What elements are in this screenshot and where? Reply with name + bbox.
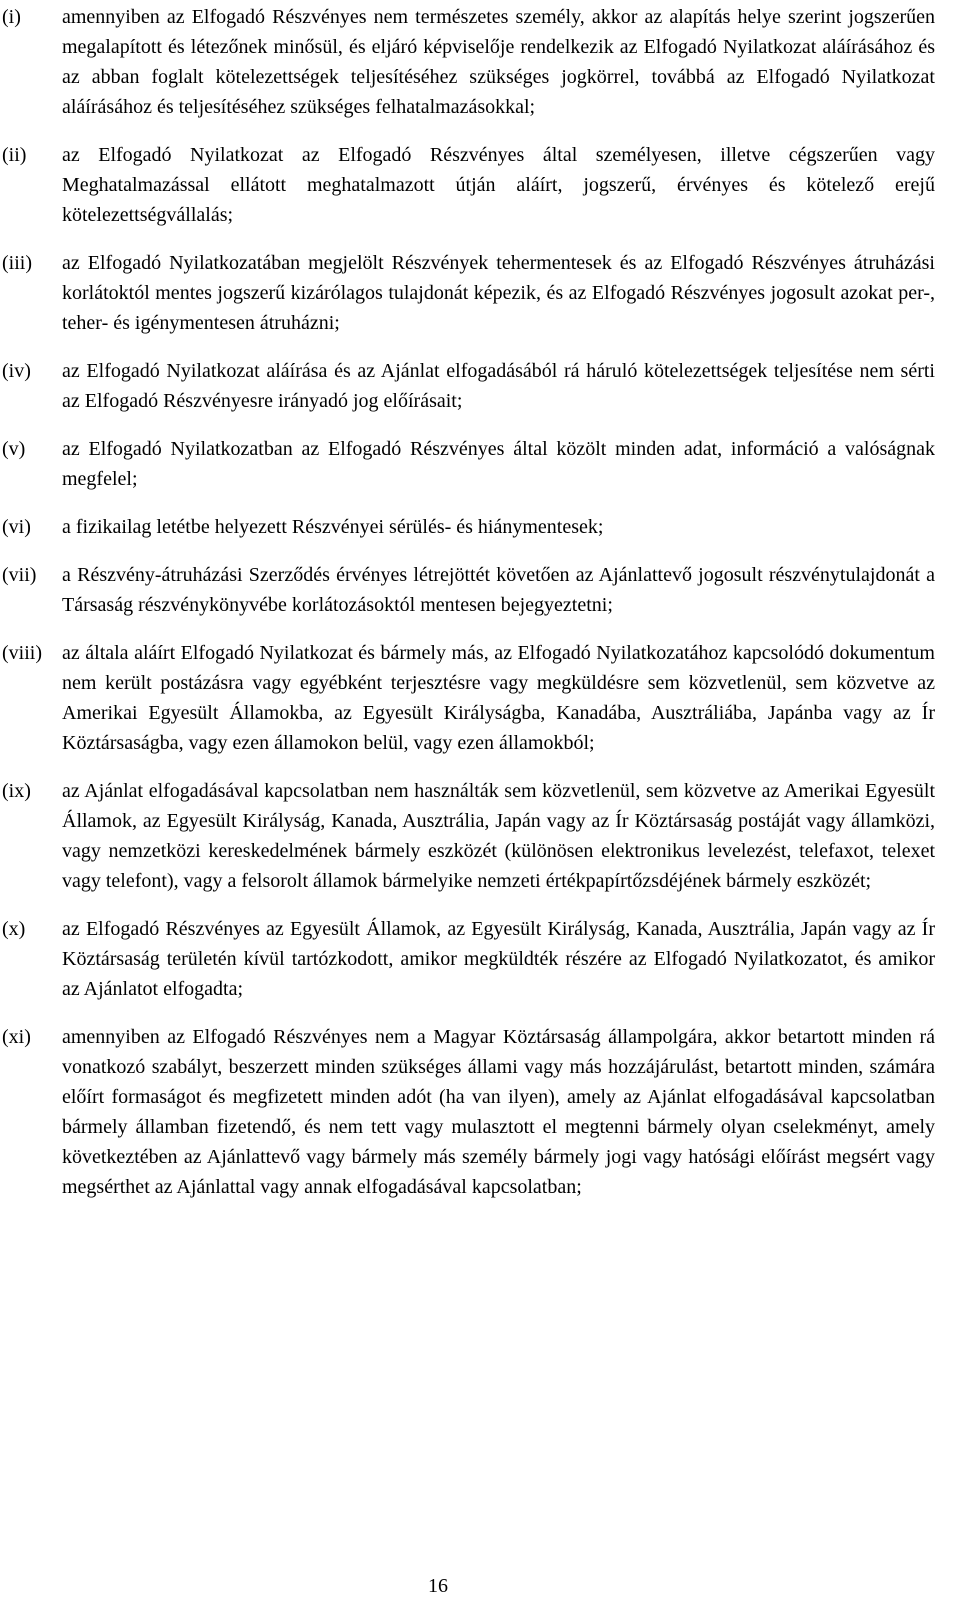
list-item	[0, 140, 960, 230]
item-number: (ix)	[2, 780, 31, 802]
item-number: (ii)	[2, 144, 27, 166]
list-item	[0, 776, 960, 896]
list-item	[0, 2, 960, 122]
list-item	[0, 560, 960, 620]
item-number: (v)	[2, 438, 26, 460]
list-item	[0, 638, 960, 758]
item-number: (xi)	[2, 1026, 31, 1048]
item-text: amennyiben az Elfogadó Részvényes nem a Magyar Köztársaság állampolgára, akkor betartott minden rá vonatkozó szabályt, beszerzett minden szükséges állami vagy más hozzájárulást, betartott minden, számára előírt formaságot és megfizetett minden adót (ha van ilyen), amely az Ajánlat elfogadásával kapcsolatban bármely államban fizetendő, és nem tett vagy mulasztott el megtenni bármely olyan cselekményt, amely következtében az Ajánlattevő vagy bármely más személy bármely jogi vagy hatósági előírást megsért vagy megsérthet az Ajánlattal vagy annak elfogadásával kapcsolatban;	[62, 1026, 935, 1198]
list-item	[0, 434, 960, 494]
item-text: amennyiben az Elfogadó Részvényes nem természetes személy, akkor az alapítás helye szerint jogszerűen megalapított és létezőnek minősül, és eljáró képviselője rendelkezik az Elfogadó Nyilatkozat aláírásához és az abban foglalt kötelezettségek teljesítéséhez szükséges jogkörrel, továbbá az Elfogadó Nyilatkozat aláírásához és teljesítéséhez szükséges felhatalmazásokkal;	[62, 6, 935, 118]
item-text: az Elfogadó Részvényes az Egyesült Államok, az Egyesült Királyság, Kanada, Ausztrália, Japán vagy az Ír Köztársaság területén kívül tartózkodott, amikor megküldték részére az Elfogadó Nyilatkozatot, és amikor az Ajánlatot elfogadta;	[62, 918, 935, 1000]
item-number: (vi)	[2, 516, 31, 538]
item-text: az általa aláírt Elfogadó Nyilatkozat és bármely más, az Elfogadó Nyilatkozatához kapcsolódó dokumentum nem került postázásra vagy egyébként terjesztésre vagy megküldésre sem közvetlenül, sem közvetve az Amerikai Egyesült Államokba, az Egyesült Királyságba, Kanadába, Ausztráliába, Japánba vagy az Ír Köztársaságba, vagy ezen államokon belül, vagy ezen államokból;	[62, 642, 935, 754]
list-item	[0, 1022, 960, 1202]
item-number: (iii)	[2, 252, 32, 274]
item-text: az Ajánlat elfogadásával kapcsolatban nem használták sem közvetlenül, sem közvetve az Amerikai Egyesült Államok, az Egyesült Királyság, Kanada, Ausztrália, Japán vagy az Ír Köztársaság postáját vagy államközi, vagy nemzetközi kereskedelmének bármely eszközét (különösen elektronikus levelezést, telefaxot, telexet vagy telefont), vagy a felsorolt államok bármelyike nemzeti értékpapírtőzsdéjének bármely eszközét;	[62, 780, 935, 892]
item-text: az Elfogadó Nyilatkozat az Elfogadó Részvényes által személyesen, illetve cégszerűen vagy Meghatalmazással ellátott meghatalmazott útján aláírt, jogszerű, érvényes és kötelező erejű kötelezettségvállalás;	[62, 144, 935, 226]
item-number: (viii)	[2, 642, 42, 664]
item-number: (i)	[2, 6, 21, 28]
item-text: az Elfogadó Nyilatkozatban az Elfogadó Részvényes által közölt minden adat, információ a valóságnak megfelel;	[62, 438, 935, 490]
clause-list	[0, 2, 960, 1220]
list-item	[0, 914, 960, 1004]
list-item	[0, 248, 960, 338]
item-text: a fizikailag letétbe helyezett Részvényei sérülés- és hiánymentesek;	[62, 516, 604, 538]
item-text: a Részvény-átruházási Szerződés érvényes létrejöttét követően az Ajánlattevő jogosult részvénytulajdonát a Társaság részvénykönyvébe korlátozásoktól mentesen bejegyeztetni;	[62, 564, 935, 616]
page-number: 16	[428, 1575, 448, 1597]
list-item	[0, 512, 960, 542]
item-text: az Elfogadó Nyilatkozatában megjelölt Részvények tehermentesek és az Elfogadó Részvényes átruházási korlátoktól mentes jogszerű kizárólagos tulajdonát képezik, és az Elfogadó Részvényes jogosult azokat per-, teher- és igénymentesen átruházni;	[62, 252, 935, 334]
item-number: (x)	[2, 918, 26, 940]
item-number: (vii)	[2, 564, 37, 586]
item-number: (iv)	[2, 360, 31, 382]
list-item	[0, 356, 960, 416]
item-text: az Elfogadó Nyilatkozat aláírása és az Ajánlat elfogadásából rá háruló kötelezettségek teljesítése nem sérti az Elfogadó Részvényesre irányadó jog előírásait;	[62, 360, 935, 412]
